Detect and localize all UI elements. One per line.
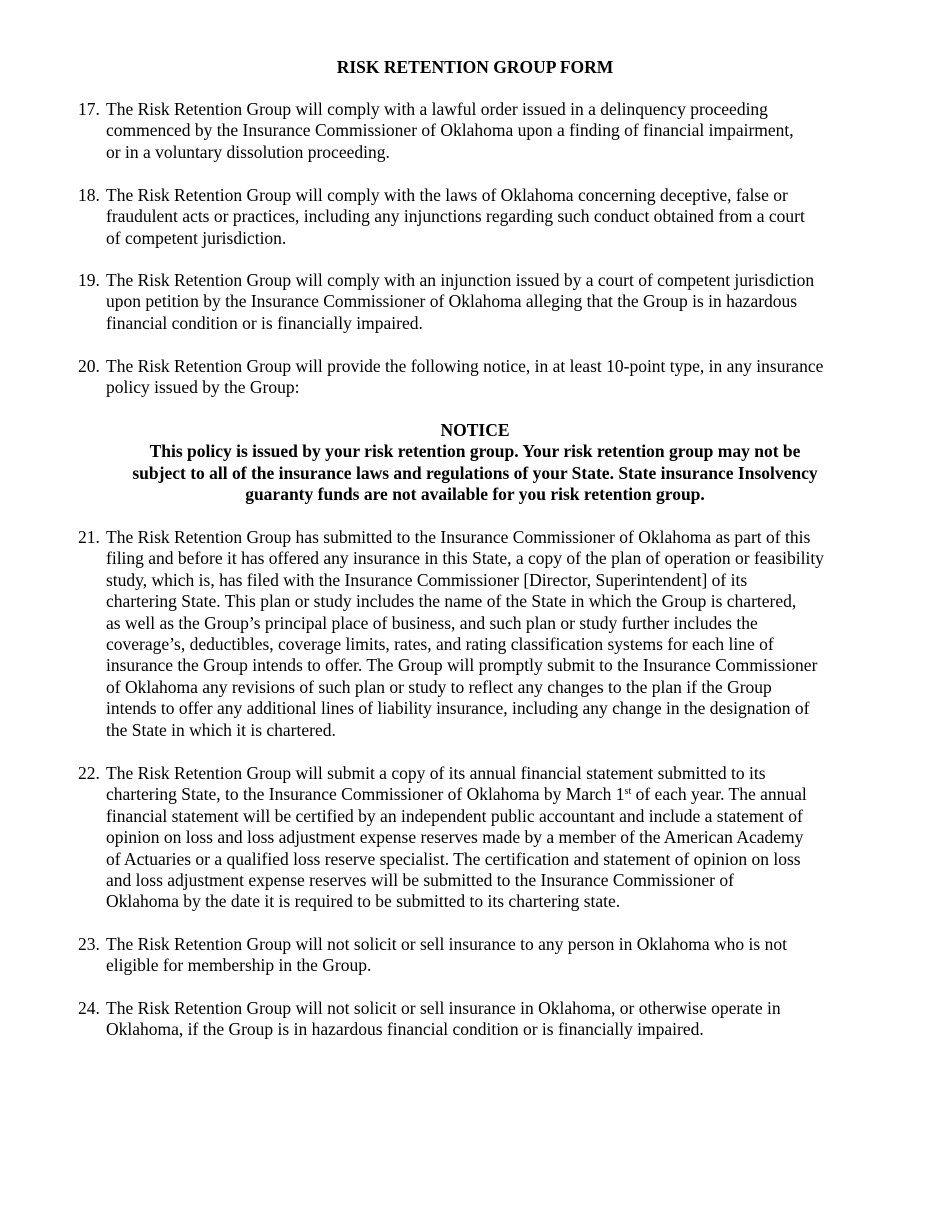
item-text: The Risk Retention Group will comply with an injunction issued by a court of competent jurisdiction upon petition by the Insurance Commissioner of Oklahoma alleging that the Group is in hazardous financial condition or is financially impaired. [106,270,815,333]
item-number: 20. [78,356,100,376]
list-item-21 [78,527,873,741]
notice-text-line: guaranty funds are not available for you risk retention group. [245,484,705,505]
notice-text-line: This policy is issued by your risk retention group. Your risk retention group may not be [149,441,801,462]
item-text: The Risk Retention Group has submitted to the Insurance Commissioner of Oklahoma as part of this filing and before it has offered any insurance in this State, a copy of the plan of operation or feasibility study, which is, has filed with the Insurance Commissioner [Director, Superintendent] of its chartering State. This plan or study includes the name of the State in which the Group is chartered, as well as the Group’s principal place of business, and such plan or study further includes the coverage’s, deductibles, coverage limits, rates, and rating classification systems for each line of insurance the Group intends to offer. The Group will promptly submit to the Insurance Commissioner of Oklahoma any revisions of such plan or study to reflect any changes to the plan if the Group intends to offer any additional lines of liability insurance, including any change in the designation of the State in which it is chartered. [106,527,824,740]
notice-text-line: subject to all of the insurance laws and regulations of your State. State insurance Insolvency [132,462,818,483]
item-number: 24. [78,998,100,1018]
list-item-24 [78,998,873,1041]
ordinal-superscript: st [624,786,632,798]
list-item-18 [78,185,873,249]
item-number: 22. [78,763,100,783]
item-text: The Risk Retention Group will not solicit or sell insurance in Oklahoma, or otherwise operate in Oklahoma, if the Group is in hazardous financial condition or is financially impaired. [106,998,781,1040]
item-text: The Risk Retention Group will not solicit or sell insurance to any person in Oklahoma who is not eligible for membership in the Group. [106,934,787,976]
list-item-19 [78,270,873,334]
list-item-22 [78,763,873,913]
list-item-17 [78,99,873,163]
list-item-20 [78,356,873,399]
list-item-23 [78,934,873,977]
item-text: The Risk Retention Group will submit a copy of its annual financial statement submitted to its chartering State, to the Insurance Commissioner of Oklahoma by March 1st of each year. The annual financial statement will be certified by an independent public accountant and include a statement of opinion on loss and loss adjustment expense reserves made by a member of the American Academy of Actuaries or a qualified loss reserve specialist. The certification and statement of opinion on loss and loss adjustment expense reserves will be submitted to the Insurance Commissioner of Oklahoma by the date it is required to be submitted to its chartering state. [106,763,807,912]
form-title: RISK RETENTION GROUP FORM [336,57,614,77]
notice-heading: NOTICE [440,420,510,440]
item-number: 17. [78,99,100,119]
item-text: The Risk Retention Group will provide the following notice, in at least 10-point type, in any insurance policy issued by the Group: [106,356,824,398]
notice-block [95,420,855,506]
item-text: The Risk Retention Group will comply with a lawful order issued in a delinquency proceeding commenced by the Insurance Commissioner of Oklahoma upon a finding of financial impairment, or in a voluntary dissolution proceeding. [106,99,794,162]
item-number: 19. [78,270,100,290]
item-text: The Risk Retention Group will comply with the laws of Oklahoma concerning deceptive, false or fraudulent acts or practices, including any injunctions regarding such conduct obtained from a court of competent jurisdiction. [106,185,805,248]
item-number: 21. [78,527,100,547]
item-number: 18. [78,185,100,205]
item-number: 23. [78,934,100,954]
